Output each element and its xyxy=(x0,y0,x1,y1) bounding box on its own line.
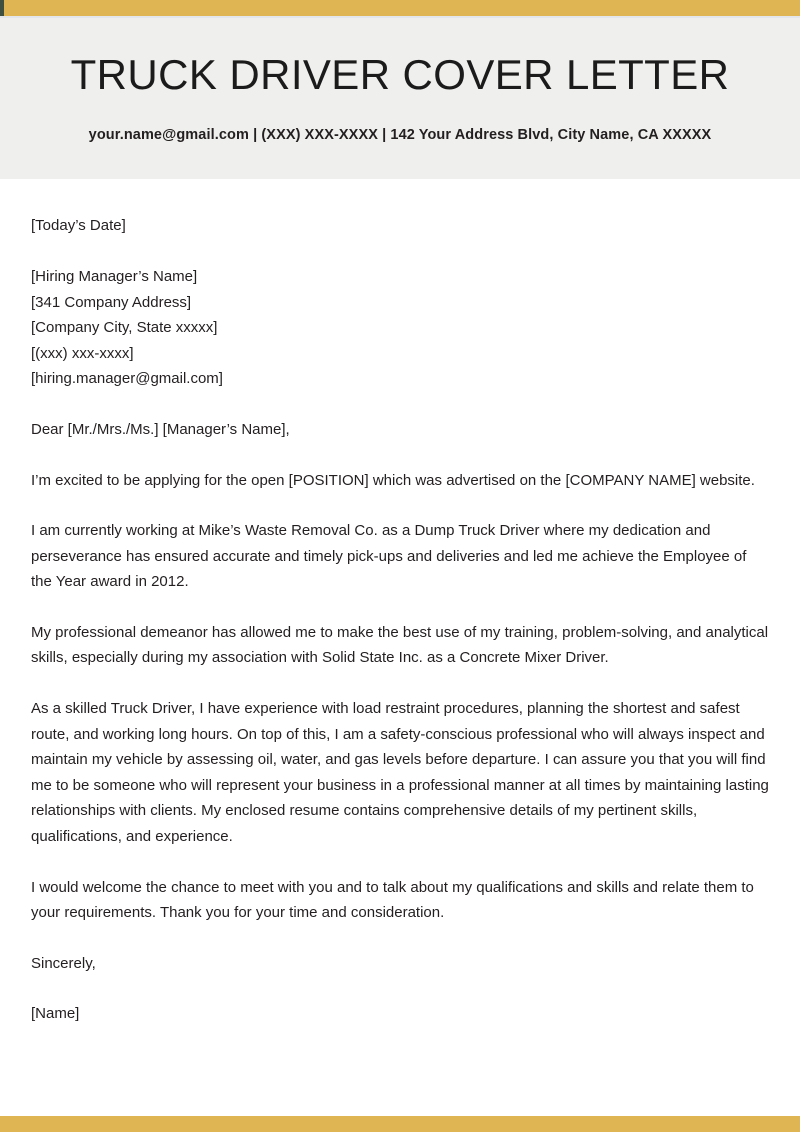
letter-body xyxy=(0,179,800,1116)
recipient-email: [hiring.manager@gmail.com] xyxy=(31,370,223,388)
recipient-street: [341 Company Address] xyxy=(31,293,192,311)
sign-off: Sincerely, xyxy=(31,954,96,972)
letter-header xyxy=(0,18,800,179)
salutation: Dear [Mr./Mrs./Ms.] [Manager’s Name], xyxy=(31,420,290,438)
page-title: TRUCK DRIVER COVER LETTER xyxy=(70,51,730,98)
body-paragraph-4: As a skilled Truck Driver, I have experience with load restraint procedures, planning the shortest and safest route, and working long hours. On top of this, I am a safety-conscious professional who will always inspect and maintain my vehicle by assessing oil, water, and gas levels before departure. I can assure you that you will find me to be someone who will represent your business in a professional manner at all times by maintaining lasting relationships with clients. My enclosed resume contains comprehensive details of my pertinent skills, qualifications, and experience. xyxy=(31,700,769,846)
body-paragraph-1: I’m excited to be applying for the open [POSITION] which was advertised on the [COMPANY NAME] website. xyxy=(31,471,755,489)
top-accent-bar-left-edge xyxy=(0,0,4,16)
recipient-name: [Hiring Manager’s Name] xyxy=(31,267,198,285)
body-paragraph-2: I am currently working at Mike’s Waste Removal Co. as a Dump Truck Driver where my dedication and perseverance has ensured accurate and timely pick-ups and deliveries and led me achieve the Employee of the Year award in 2012. xyxy=(31,522,747,591)
signature-name: [Name] xyxy=(31,1005,80,1023)
letter-date: [Today’s Date] xyxy=(31,217,126,235)
body-paragraph-3: My professional demeanor has allowed me to make the best use of my training, problem-solving, and analytical skills, especially during my association with Solid State Inc. as a Concrete Mixer Driver. xyxy=(31,623,769,667)
bottom-accent-bar xyxy=(0,1116,800,1132)
top-accent-bar xyxy=(0,0,800,16)
recipient-city-state-zip: [Company City, State xxxxx] xyxy=(31,319,218,337)
recipient-address-block xyxy=(31,264,770,392)
contact-info-line: your.name@gmail.com | (XXX) XXX-XXXX | 142 Your Address Blvd, City Name, CA XXXXX xyxy=(88,127,712,144)
recipient-phone: [(xxx) xxx-xxxx] xyxy=(31,344,134,362)
body-paragraph-5: I would welcome the chance to meet with you and to talk about my qualifications and skills and relate them to your requirements. Thank you for your time and consideration. xyxy=(31,878,754,922)
